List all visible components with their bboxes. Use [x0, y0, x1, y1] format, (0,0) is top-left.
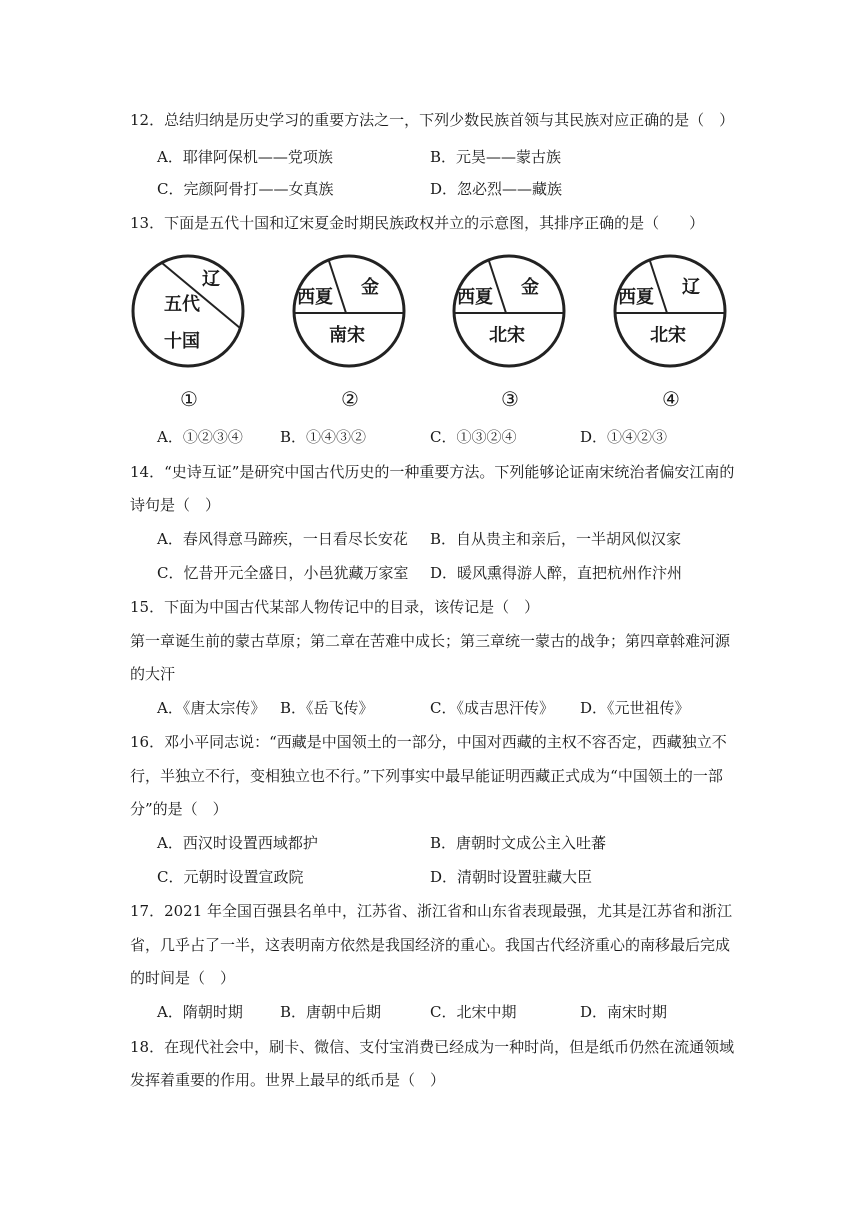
q13-figure-2 — [291, 253, 407, 413]
q13-figure-4 — [612, 253, 728, 413]
q17-stem-line1: 17．2021 年全国百强县名单中，江苏省、浙江省和山东省表现最强，尤其是江苏省和浙江 — [130, 902, 733, 920]
figure-1-number: ① — [180, 387, 198, 411]
q16-option-b[interactable]: B．唐朝时文成公主入吐蕃 — [430, 834, 607, 852]
q15-option-c[interactable]: C．《成吉思汗传》 — [430, 699, 554, 717]
q17-stem-line2: 省，几乎占了一半，这表明南方依然是我国经济的重心。我国古代经济重心的南移最后完成 — [130, 936, 731, 954]
q14-option-b[interactable]: B．自从贵主和亲后，一半胡风似汉家 — [430, 530, 682, 548]
q13-stem: 13．下面是五代十国和辽宋夏金时期民族政权并立的示意图，其排序正确的是（ ） — [130, 214, 705, 232]
q14-stem-line2: 诗句是（ ） — [130, 496, 221, 514]
figure-4-label-xixia: 西夏 — [618, 287, 654, 308]
q15-stem: 15．下面为中国古代某部人物传记中的目录，该传记是（ ） — [130, 598, 540, 616]
q15-option-b[interactable]: B．《岳飞传》 — [280, 699, 374, 717]
figure-4-number: ④ — [662, 387, 680, 411]
q17-option-d[interactable]: D．南宋时期 — [580, 1003, 668, 1021]
figure-2-number: ② — [341, 387, 359, 411]
q14-option-c[interactable]: C．忆昔开元全盛日，小邑犹藏万家室 — [157, 564, 409, 582]
q16-option-d[interactable]: D．清朝时设置驻藏大臣 — [430, 868, 593, 886]
figure-3-label-jin: 金 — [521, 277, 539, 298]
q12-option-d[interactable]: D．忽必烈——藏族 — [430, 180, 563, 198]
q16-option-c[interactable]: C．元朝时设置宣政院 — [157, 868, 304, 886]
q14-stem-line1: 14．“史诗互证”是研究中国古代历史的一种重要方法。下列能够论证南宋统治者偏安江南的 — [130, 463, 735, 481]
q15-option-d[interactable]: D．《元世祖传》 — [580, 699, 690, 717]
figure-3-number: ③ — [501, 387, 519, 411]
figure-3-label-beisong: 北宋 — [489, 325, 525, 346]
q18-stem-line1: 18．在现代社会中，刷卡、微信、支付宝消费已经成为一种时尚，但是纸币仍然在流通领域 — [130, 1038, 735, 1056]
q17-option-b[interactable]: B．唐朝中后期 — [280, 1003, 382, 1021]
q12-option-a[interactable]: A．耶律阿保机——党项族 — [157, 148, 333, 166]
q13-option-c[interactable]: C．①③②④ — [430, 428, 517, 446]
q12-option-b[interactable]: B．元昊——蒙古族 — [430, 148, 562, 166]
q17-stem-line3: 的时间是（ ） — [130, 969, 236, 987]
q17-option-c[interactable]: C．北宋中期 — [430, 1003, 517, 1021]
q17-option-a[interactable]: A．隋朝时期 — [157, 1003, 243, 1021]
q13-figure-1 — [130, 253, 246, 413]
figure-4-label-liao: 辽 — [682, 277, 700, 298]
q14-option-a[interactable]: A．春风得意马蹄疾，一日看尽长安花 — [157, 530, 408, 548]
figure-2-label-nansong: 南宋 — [329, 325, 365, 346]
q16-stem-line3: 分”的是（ ） — [130, 800, 228, 818]
q13-figure-3 — [451, 253, 567, 413]
q16-option-a[interactable]: A．西汉时设置西域都护 — [157, 834, 318, 852]
figure-1-label-wudai: 五代 — [164, 294, 200, 315]
q15-text-line2: 的大汗 — [130, 665, 176, 683]
q13-option-d[interactable]: D．①④②③ — [580, 428, 668, 446]
figure-2-label-xixia: 西夏 — [297, 287, 333, 308]
q15-option-a[interactable]: A．《唐太宗传》 — [157, 699, 266, 717]
figure-1-label-shiguo: 十国 — [164, 331, 200, 352]
q18-stem-line2: 发挥着重要的作用。世界上最早的纸币是（ ） — [130, 1071, 446, 1089]
figure-1-label-liao: 辽 — [202, 269, 220, 290]
figure-2-label-jin: 金 — [361, 277, 379, 298]
q16-stem-line2: 行，半独立不行，变相独立也不行。”下列事实中最早能证明西藏正式成为“中国领土的一部 — [130, 767, 723, 785]
q13-option-a[interactable]: A．①②③④ — [157, 428, 243, 446]
figure-3-label-xixia: 西夏 — [457, 287, 493, 308]
q13-option-b[interactable]: B．①④③② — [280, 428, 367, 446]
q14-option-d[interactable]: D．暖风熏得游人醉，直把杭州作汴州 — [430, 564, 683, 582]
q12-option-c[interactable]: C．完颜阿骨打——女真族 — [157, 180, 334, 198]
q16-stem-line1: 16．邓小平同志说：“西藏是中国领土的一部分，中国对西藏的主权不容否定，西藏独立不 — [130, 733, 727, 751]
figure-4-label-beisong: 北宋 — [650, 325, 686, 346]
q15-text-line1: 第一章诞生前的蒙古草原；第二章在苦难中成长；第三章统一蒙古的战争；第四章斡难河源 — [130, 632, 731, 650]
q12-stem: 12．总结归纳是历史学习的重要方法之一，下列少数民族首领与其民族对应正确的是（ ） — [130, 111, 735, 129]
